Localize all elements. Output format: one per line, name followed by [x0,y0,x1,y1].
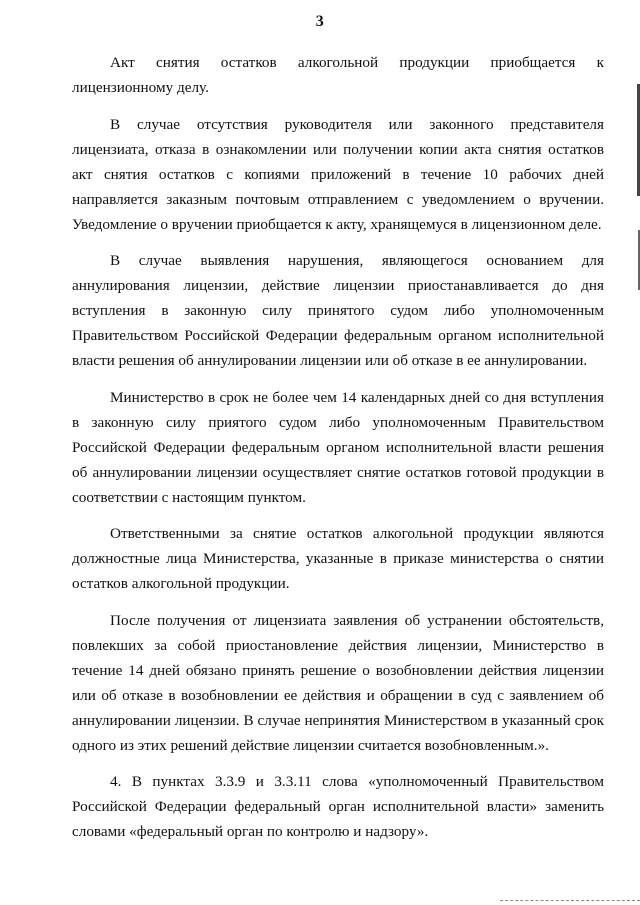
page-number: 3 [315,13,325,30]
document-body [72,50,604,856]
paragraph-item-4-amendment: 4. В пунктах 3.3.9 и 3.3.11 слова «уполномоченный Правительством Российской Федерации федеральный орган исполнительной власти» заменить словами «федеральный орган по контролю и надзору». [72,773,604,840]
paragraph-ministry-deadline: Министерство в срок не более чем 14 календарных дней со дня вступления в законную силу приятого судом либо уполномоченным Правительством Российской Федерации федеральным органом исполнительной власти решения об аннулировании лицензии осуществляет снятие остатков готовой продукции в соответствии с настоящим пунктом. [72,388,604,506]
paragraph-responsible-officials: Ответственными за снятие остатков алкогольной продукции являются должностные лица Министерства, указанные в приказе министерства о снятии остатков алкогольной продукции. [72,525,604,592]
paragraph-license-suspension: В случае выявления нарушения, являющегося основанием для аннулирования лицензии, действие лицензии приостанавливается до дня вступления в законную силу принятого судом либо уполномоченным Правительством Российской Федерации федеральным органом исполнительной власти решения об аннулировании лицензии или об отказе в ее аннулировании. [72,252,604,369]
paragraph-act-attachment: Акт снятия остатков алкогольной продукции приобщается к лицензионному делу. [72,54,604,96]
paragraph-absence-of-head: В случае отсутствия руководителя или законного представителя лицензиата, отказа в ознакомлении или получении копии акта снятия остатков акт снятия остатков с копиями приложений в течение 10 рабочих дней направляется заказным почтовым отправлением с уведомлением о вручении. Уведомление о вручении приобщается к акту, хранящемуся в лицензионном деле. [72,115,604,233]
scan-bottom-artifact [500,900,640,903]
paragraph-license-renewal: После получения от лицензиата заявления об устранении обстоятельств, повлекших за собой приостановление действия лицензии, Министерство в течение 14 дней обязано принять решение о возобновлении действия лицензии или об отказе в возобновлении ее действия и обращении в суд с заявлением об аннулировании лицензии. В случае непринятия Министерством в указанный срок одного из этих решений действие лицензии считается возобновленным.». [72,611,604,754]
